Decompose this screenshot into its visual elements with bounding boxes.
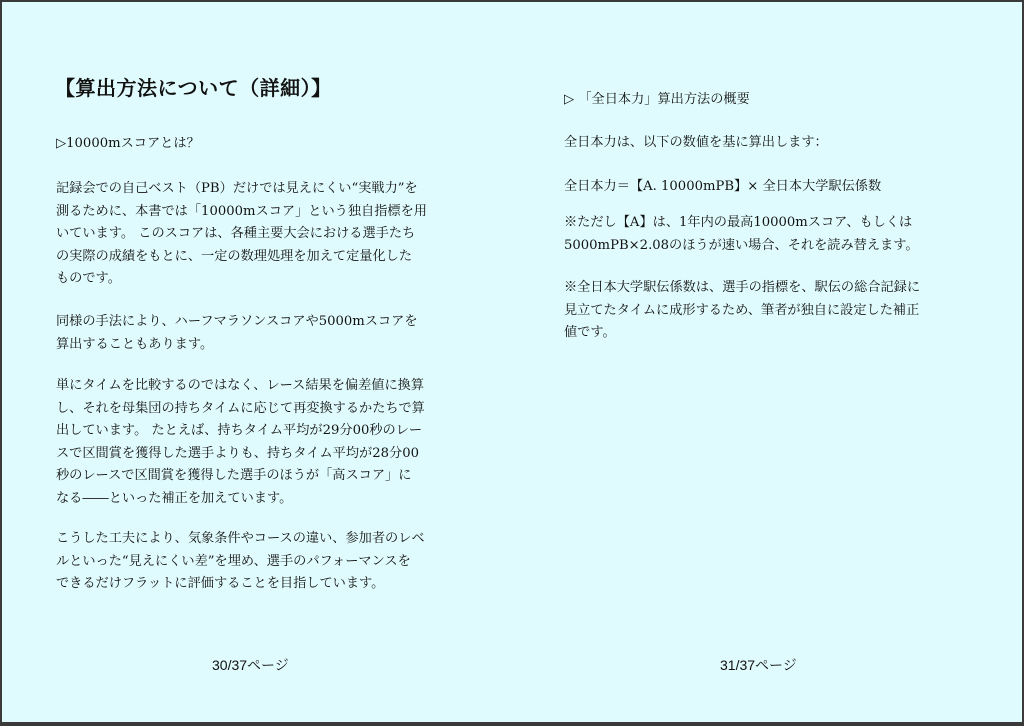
- left-page: [2, 2, 512, 722]
- right-note-2: ※全日本大学駅伝係数は、選手の指標を、駅伝の総合記録に 見立てたタイムに成形するため、筆者が独自に設定した補正 値です。: [564, 280, 921, 340]
- right-note-1: ※ただし【A】は、1年内の最高10000mスコア、もしくは 5000mPB×2.08のほうが速い場合、それを読み替えます。: [564, 215, 919, 253]
- right-paragraph-heading: ▷ 「全日本力」算出方法の概要: [564, 92, 750, 107]
- section-title: 【算出方法について（詳細）】: [55, 76, 332, 100]
- left-paragraph-1: 記録会での自己ベスト（PB）だけでは見えにくい“実戦力”を 測るために、本書では「10000mスコア」という独自指標を用 いています。 このスコアは、各種主要大会における選手たち の実際の成績をもとに、一定の数理処理を加えて定量化した ものです。: [56, 181, 427, 286]
- page-number-left: 30/37ページ: [212, 657, 289, 673]
- left-paragraph-3: 単にタイムを比較するのではなく、レース結果を偏差値に換算 し、それを母集団の持ちタイムに応じて再変換するかたちで算 出しています。 たとえば、持ちタイム平均が29分00秒のレー スで区間賞を獲得した選手よりも、持ちタイム平均が28分00 秒のレースで区間賞を獲得した選手のほうが「高スコア」に なる――といった補正を加えています。: [56, 378, 425, 506]
- page-number-right: 31/37ページ: [720, 657, 797, 673]
- left-paragraph-2: 同様の手法により、ハーフマラソンスコアや5000mスコアを 算出することもあります。: [56, 314, 418, 352]
- left-paragraph-heading: ▷10000mスコアとは？: [56, 136, 200, 151]
- left-paragraph-4: こうした工夫により、気象条件やコースの違い、参加者のレベ ルといった“見えにくい差”を埋め、選手のパフォーマンスを できるだけフラットに評価することを目指しています。: [56, 531, 425, 591]
- book-spread: [2, 2, 1022, 722]
- right-page: [512, 2, 1022, 722]
- right-paragraph-1: 全日本力は、以下の数値を基に算出します：: [564, 135, 828, 150]
- formula-line: 全日本力＝【A. 10000mPB】× 全日本大学駅伝係数: [564, 179, 882, 194]
